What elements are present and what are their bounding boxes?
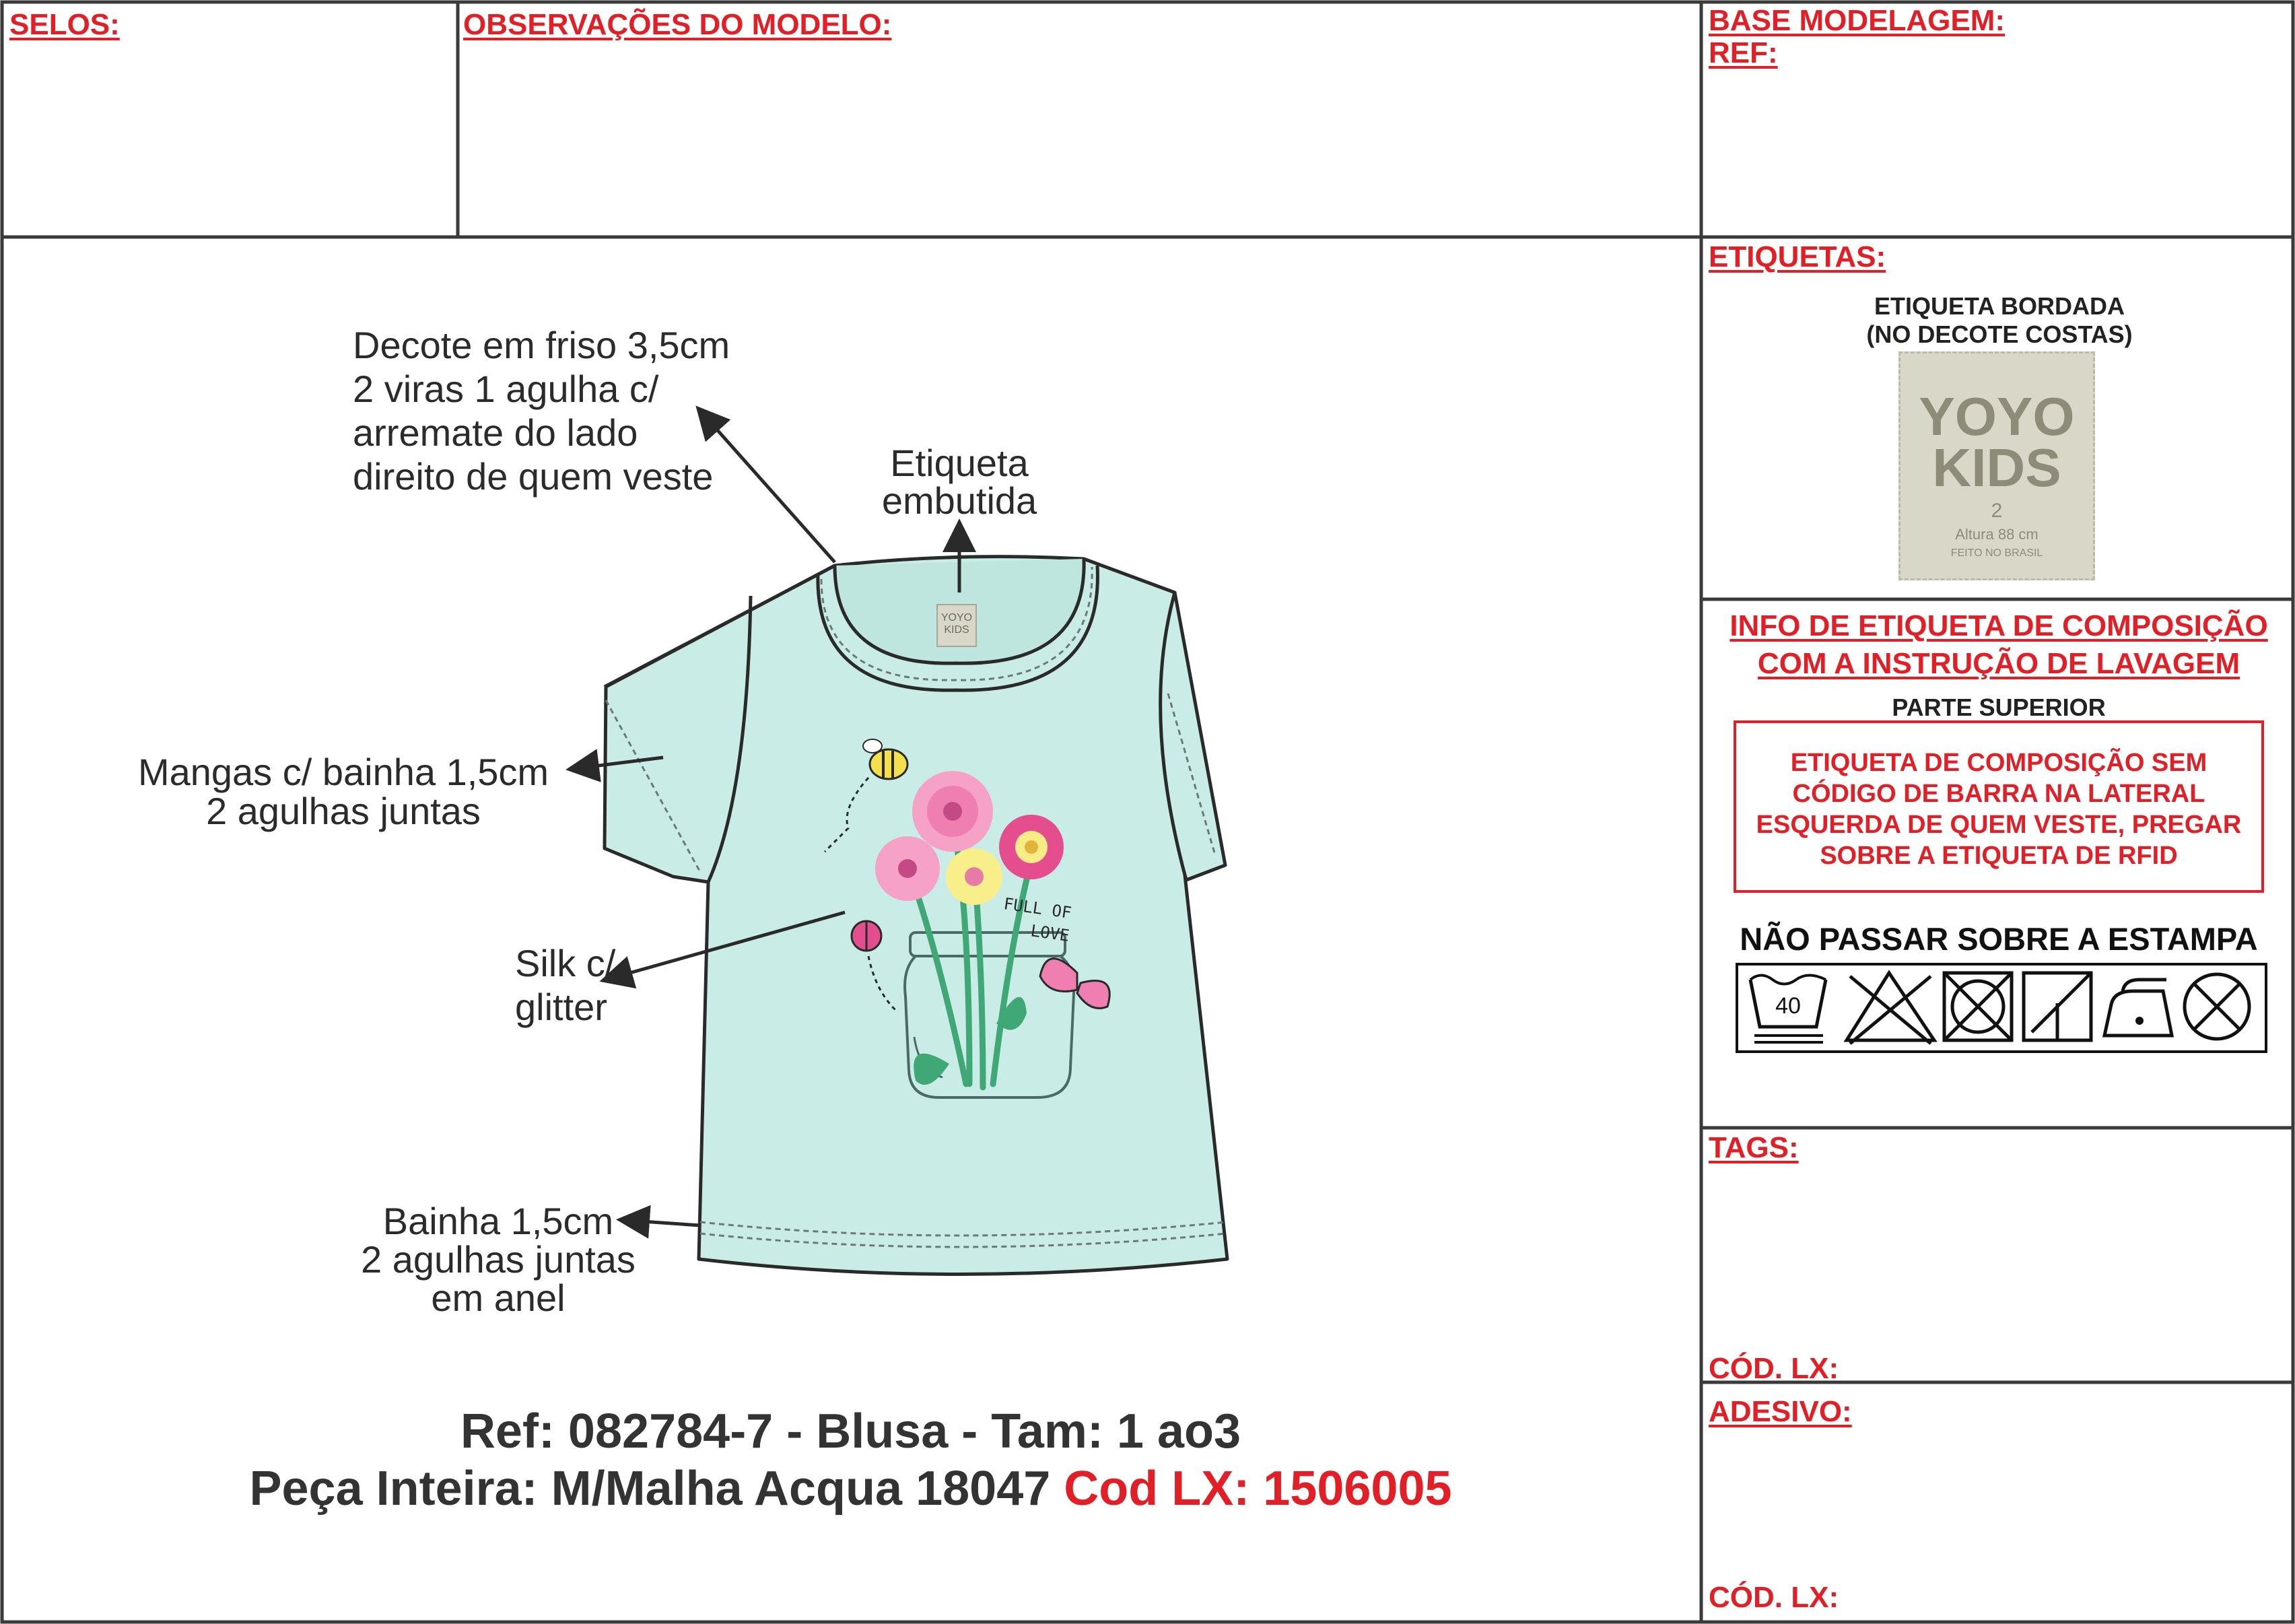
callout-mangas-line-2: 2 agulhas juntas xyxy=(206,790,481,832)
composition-note-line-1: ETIQUETA DE COMPOSIÇÃO SEM xyxy=(1790,749,2207,777)
embroidered-label-made: FEITO NO BRASIL xyxy=(1950,547,2043,559)
observacoes-label: OBSERVAÇÕES DO MODELO: xyxy=(463,8,892,41)
footer-material-text: Peça Inteira: M/Malha Acqua 18047 xyxy=(249,1462,1064,1516)
care-symbols-strip xyxy=(1736,963,2267,1053)
callout-etiqueta-line-1: Etiqueta xyxy=(890,442,1029,484)
footer-ref: Ref: 082784-7 - Blusa - Tam: 1 ao3 xyxy=(460,1405,1241,1458)
callout-decote-line-3: arremate do lado xyxy=(353,411,638,454)
callout-silk xyxy=(515,941,615,1029)
embroidered-label xyxy=(1898,351,2095,580)
flower-pink-large xyxy=(912,771,993,852)
composition-note-box xyxy=(1734,720,2264,893)
print-text-2: LOVE xyxy=(1029,921,1071,945)
callout-decote-line-4: direito de quem veste xyxy=(353,455,714,498)
etiqueta-caption-line-2: (NO DECOTE COSTAS) xyxy=(1866,320,2133,348)
callout-bainha-line-2: 2 agulhas juntas xyxy=(361,1238,636,1281)
callout-bainha-line-1: Bainha 1,5cm xyxy=(382,1200,614,1242)
info-title xyxy=(1705,607,2293,683)
embroidered-label-brand-1: YOYO xyxy=(1919,386,2075,446)
embroidered-label-size: 2 xyxy=(1991,500,2003,522)
selos-label: SELOS: xyxy=(9,8,120,41)
footer-material xyxy=(0,1461,1701,1516)
composition-note-line-2: CÓDIGO DE BARRA NA LATERAL xyxy=(1792,780,2205,808)
composition-note-line-3: ESQUERDA DE QUEM VESTE, PREGAR xyxy=(1756,811,2242,839)
cod-lx-label-tags: CÓD. LX: xyxy=(1709,1352,1839,1385)
callout-decote-line-1: Decote em friso 3,5cm xyxy=(353,324,730,366)
etiquetas-label: ETIQUETAS: xyxy=(1709,240,1886,273)
inner-label-text-2: KIDS xyxy=(944,624,969,636)
cod-lx-label-adesivo: CÓD. LX: xyxy=(1709,1581,1839,1614)
inner-label-text-1: YOYO xyxy=(940,612,973,623)
wash-temp-text: 40 xyxy=(1775,993,1801,1019)
shirt-body xyxy=(605,557,1227,1275)
info-title-line-1: INFO DE ETIQUETA DE COMPOSIÇÃO xyxy=(1729,609,2268,642)
base-modelagem-label: BASE MODELAGEM: xyxy=(1709,4,2005,37)
embroidered-label-brand-2: KIDS xyxy=(1932,438,2061,498)
callout-mangas-line-1: Mangas c/ bainha 1,5cm xyxy=(137,751,549,793)
print-text-1: FULL OF xyxy=(1002,894,1073,923)
callout-silk-line-1: Silk c/ xyxy=(515,942,616,984)
flower-pink-small xyxy=(875,836,940,901)
callout-decote xyxy=(353,323,730,498)
nao-passar-warning: NÃO PASSAR SOBRE A ESTAMPA xyxy=(1740,921,2258,957)
adesivo-label: ADESIVO: xyxy=(1709,1395,1852,1428)
callout-mangas xyxy=(125,753,562,831)
flower-magenta xyxy=(999,815,1064,879)
info-title-line-2: COM A INSTRUÇÃO DE LAVAGEM xyxy=(1757,647,2240,680)
flower-yellow xyxy=(946,848,1002,905)
parte-superior: PARTE SUPERIOR xyxy=(1892,693,2106,721)
callout-etiqueta-line-2: embutida xyxy=(881,479,1037,522)
callout-decote-line-2: 2 viras 1 agulha c/ xyxy=(353,368,659,410)
etiqueta-caption xyxy=(1818,292,2181,349)
ref-label: REF: xyxy=(1709,36,1778,69)
etiqueta-caption-line-1: ETIQUETA BORDADA xyxy=(1874,292,2125,320)
callout-bainha xyxy=(343,1202,653,1317)
footer-cod-lx: Cod LX: 1506005 xyxy=(1064,1462,1452,1516)
embroidered-label-height: Altura 88 cm xyxy=(1955,526,2039,543)
callout-silk-line-2: glitter xyxy=(515,986,607,1028)
tags-label: TAGS: xyxy=(1709,1131,1799,1164)
callout-etiqueta xyxy=(862,444,1057,520)
composition-note-line-4: SOBRE A ETIQUETA DE RFID xyxy=(1820,842,2178,870)
callout-bainha-line-3: em anel xyxy=(431,1277,566,1319)
